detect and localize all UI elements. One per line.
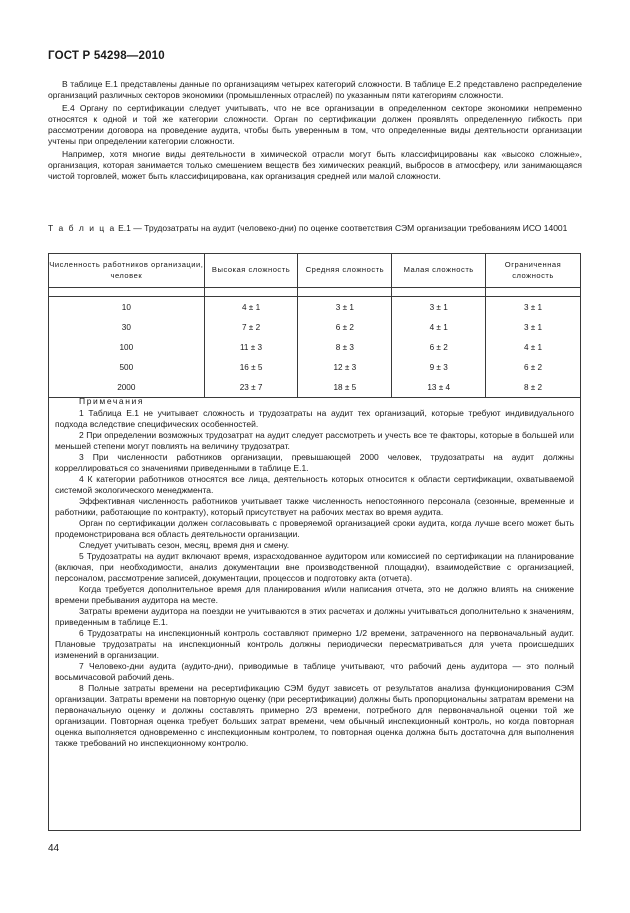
table-cell: 7 ± 2	[204, 317, 298, 337]
table-cell: 3 ± 1	[392, 297, 486, 318]
header-limited: Ограниченная сложность	[486, 254, 581, 288]
table-cell: 30	[49, 317, 205, 337]
note-item: Орган по сертификации должен согласовывать с проверяемой организацией сроки аудита, когда лучше всего может быть продемонстрирована вся область деятельности организации.	[55, 518, 574, 539]
table-cell: 3 ± 1	[486, 317, 581, 337]
table-row	[49, 357, 581, 377]
table-cell: 3 ± 1	[486, 297, 581, 318]
document-header: ГОСТ Р 54298—2010	[48, 50, 165, 62]
table-cell: 8 ± 2	[486, 377, 581, 398]
table-cell: 4 ± 1	[204, 297, 298, 318]
table-cell: 18 ± 5	[298, 377, 392, 398]
table-cell: 6 ± 2	[298, 317, 392, 337]
table-row	[49, 317, 581, 337]
header-medium: Средняя сложность	[298, 254, 392, 288]
note-item: Эффективная численность работников учитывает также численность непостоянного персонала (сезонные, временные и работники, работающие по контракту), который присутствует на рабочих местах во время аудита.	[55, 496, 574, 517]
table-cell: 3 ± 1	[298, 297, 392, 318]
note-item: 5 Трудозатраты на аудит включают время, израсходованное аудитором или комиссией по сертификации на планирование (включая, при необходимости, анализ документации вне производственной площадки), взаимодействие с организацией, персоналом, рассмотрение записей, документации, процессов и подготовку акта (отчета).	[55, 551, 574, 583]
table-cell: 4 ± 1	[486, 337, 581, 357]
table-cell: 23 ± 7	[204, 377, 298, 398]
table-cell: 6 ± 2	[392, 337, 486, 357]
table-cell: 8 ± 3	[298, 337, 392, 357]
table-caption-prefix: Т а б л и ц а	[48, 223, 116, 233]
table-cell: 11 ± 3	[204, 337, 298, 357]
table-cell: 12 ± 3	[298, 357, 392, 377]
table-notes	[48, 392, 581, 831]
note-item: 7 Человеко-дни аудита (аудито-дни), приводимые в таблице учитывают, что рабочий день аудитора — это полный восьмичасовой рабочий день.	[55, 661, 574, 682]
body-text	[48, 79, 582, 182]
page-number: 44	[48, 843, 60, 854]
note-item: 6 Трудозатраты на инспекционный контроль составляют примерно 1/2 времени, затраченного на первоначальный аудит. Плановые трудозатраты на инспекционный контроль должны периодически пересматриваться для учета происшедших изменений в организации.	[55, 628, 574, 660]
note-item: 8 Полные затраты времени на ресертификацию СЭМ будут зависеть от результатов анализа функционирования СЭМ организации. Затраты времени на повторную оценку (при ресертификации) должны быть пропорциональны затратам времени на первоначальную оценку и должны составлять примерно 2/3 времени, потребного для первоначальной оценки той же организации. Повторная оценка требует больших затрат времени, чем обычный инспекционный контроль, но когда повторная оценка выполняется одновременно с инспекционным контролем, то повторная оценка должна быть достаточна для выполнения также требований но инспекционному контролю.	[55, 683, 574, 748]
note-item: Затраты времени аудитора на поездки не учитываются в этих расчетах и должны учитываться дополнительно к значениям, приведенным в таблице Е.1.	[55, 606, 574, 627]
table-cell: 16 ± 5	[204, 357, 298, 377]
note-item: Следует учитывать сезон, месяц, время дня и смену.	[79, 540, 290, 550]
note-item: 1 Таблица Е.1 не учитывает сложность и трудозатраты на аудит тех организаций, которые требуют индивидуального подхода вследствие специфических особенностей.	[55, 408, 574, 429]
note-item: Когда требуется дополнительное время для планирования и/или написания отчета, это не должно влиять на снижение времени пребывания аудитора на месте.	[55, 584, 574, 605]
note-item: 4 К категории работников относятся все лица, деятельность которых относится к области сертификации, охватываемой системой экологического менеджмента.	[55, 474, 574, 495]
table-cell: 9 ± 3	[392, 357, 486, 377]
paragraph: Например, хотя многие виды деятельности в химической отрасли могут быть классифицированы как «высоко сложные», организация, которая занимается только смешением веществ без химических реакций, выбросов в атмосферу, или занимающаяся чистой торговлей, может быть классифицирована, как организация средней или малой сложности.	[48, 149, 582, 181]
table-cell: 6 ± 2	[486, 357, 581, 377]
paragraph: Е.4 Органу по сертификации следует учитывать, что не все организации в определенном секторе экономики непременно относятся к одной и той же категории сложности. Орган по сертификации должен проявлять определенную гибкость при рассмотрении договора на проведение аудита, чтобы быть уверенным в том, что определенные виды деятельности организации учтены при определении категории сложности.	[48, 103, 582, 146]
table-caption-text: Е.1 — Трудозатраты на аудит (человеко-дни) по оценке соответствия СЭМ организации требованиям ИСО 14001	[118, 223, 568, 233]
paragraph: В таблице Е.1 представлены данные по организациям четырех категорий сложности. В таблице Е.2 представлено распределение организаций различных секторов экономики (промышленных отраслей) по указанным пяти категориям сложности.	[48, 79, 582, 100]
note-item: 2 При определении возможных трудозатрат на аудит следует рассмотреть и учесть все те факторы, которые в большей или меньшей степени могут повлиять на величину трудозатрат.	[55, 430, 574, 451]
table-cell: 13 ± 4	[392, 377, 486, 398]
header-low: Малая сложность	[392, 254, 486, 288]
table-cell: 10	[49, 297, 205, 318]
table-row	[49, 337, 581, 357]
table-cell: 4 ± 1	[392, 317, 486, 337]
table-cell: 100	[49, 337, 205, 357]
header-high: Высокая сложность	[204, 254, 298, 288]
note-item: 3 При численности работников организации, превышающей 2000 человек, трудозатраты на аудит должны корреллироваться со значениями приведенными в таблице Е.1.	[55, 452, 574, 473]
table-row	[49, 297, 581, 318]
table-caption	[48, 223, 582, 234]
table-cell: 500	[49, 357, 205, 377]
labor-table	[48, 253, 581, 398]
notes-heading: Примечания	[79, 396, 145, 406]
table-cell: 2000	[49, 377, 205, 398]
header-employees: Численность работников организации, человек	[49, 254, 205, 288]
